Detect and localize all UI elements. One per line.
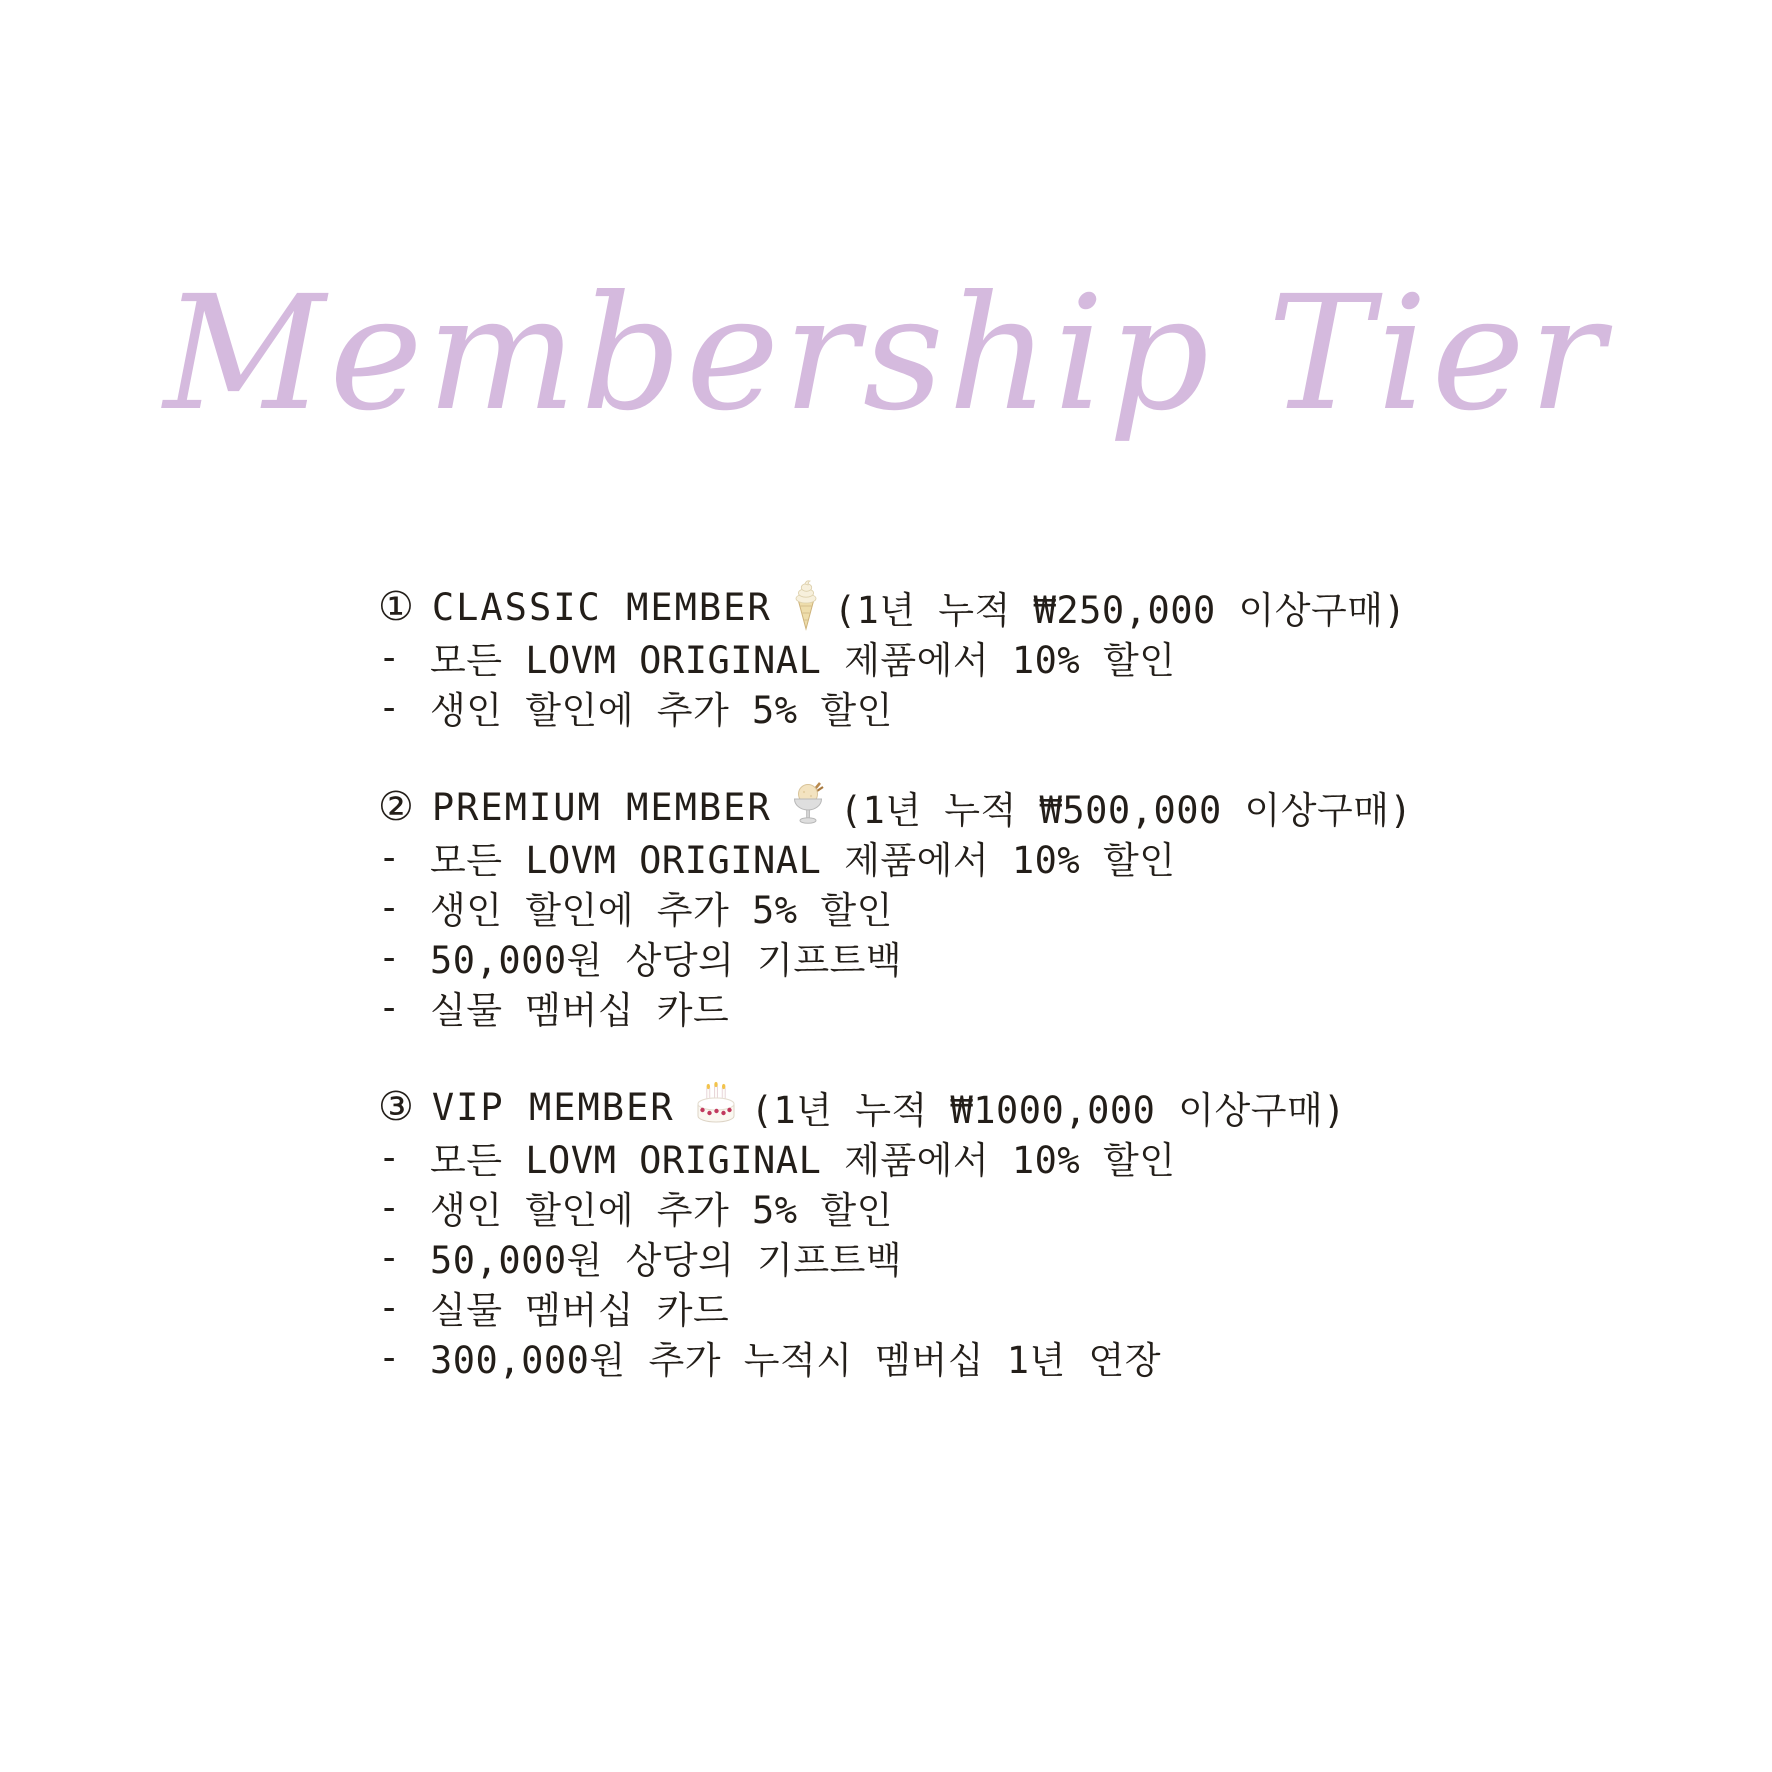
- page-title: Membership Tier: [163, 262, 1609, 446]
- benefit-row: [378, 1182, 1412, 1232]
- benefit-row: [378, 632, 1412, 682]
- bullet-dash: -: [378, 1185, 401, 1229]
- bullet-dash: -: [378, 935, 401, 979]
- tier-condition-premium: (1년 누적 ₩500,000 이상구매): [839, 789, 1413, 832]
- bullet-dash: -: [378, 1285, 401, 1329]
- benefit-row: [378, 932, 1412, 982]
- tier-header-classic: [378, 582, 1412, 632]
- tier-number-3: ③: [378, 1084, 414, 1130]
- soft-serve-ice-cream-icon: [788, 579, 824, 631]
- tier-header-premium: [378, 782, 1412, 832]
- tier-condition-classic: (1년 누적 ₩250,000 이상구매): [833, 589, 1407, 632]
- benefit-row: [378, 1232, 1412, 1282]
- tier-number-2: ②: [378, 784, 414, 830]
- benefit-text: 50,000원 상당의 기프트백: [430, 939, 903, 982]
- tier-section-premium: [378, 782, 1412, 1032]
- ice-cream-sundae-icon: [788, 781, 830, 829]
- tier-name-vip: VIP MEMBER: [431, 1085, 675, 1129]
- bullet-dash: -: [378, 985, 401, 1029]
- benefit-row: [378, 882, 1412, 932]
- benefit-row: [378, 1332, 1412, 1382]
- benefit-text: 생인 할인에 추가 5% 할인: [430, 1189, 893, 1232]
- benefit-text: 모든 LOVM ORIGINAL 제품에서 10% 할인: [430, 839, 1176, 882]
- tier-number-1: ①: [378, 584, 414, 630]
- benefit-text: 생인 할인에 추가 5% 할인: [430, 889, 893, 932]
- benefit-row: [378, 682, 1412, 732]
- tier-name-premium: PREMIUM MEMBER: [431, 785, 772, 829]
- tier-list: [378, 582, 1412, 1432]
- benefit-text: 실물 멤버십 카드: [430, 989, 730, 1032]
- tier-section-classic: [378, 582, 1412, 732]
- birthday-cake-icon: [691, 1080, 741, 1130]
- benefit-text: 300,000원 추가 누적시 멤버십 1년 연장: [430, 1339, 1161, 1382]
- bullet-dash: -: [378, 635, 401, 679]
- benefit-text: 모든 LOVM ORIGINAL 제품에서 10% 할인: [430, 1139, 1176, 1182]
- bullet-dash: -: [378, 835, 401, 879]
- benefit-row: [378, 982, 1412, 1032]
- bullet-dash: -: [378, 1135, 401, 1179]
- bullet-dash: -: [378, 1335, 401, 1379]
- benefit-text: 50,000원 상당의 기프트백: [430, 1239, 903, 1282]
- benefit-text: 실물 멤버십 카드: [430, 1289, 730, 1332]
- tier-section-vip: [378, 1082, 1412, 1382]
- benefit-text: 모든 LOVM ORIGINAL 제품에서 10% 할인: [430, 639, 1176, 682]
- tier-condition-vip: (1년 누적 ₩1000,000 이상구매): [750, 1089, 1346, 1132]
- bullet-dash: -: [378, 1235, 401, 1279]
- benefit-row: [378, 1132, 1412, 1182]
- benefit-row: [378, 1282, 1412, 1332]
- benefit-row: [378, 832, 1412, 882]
- tier-name-classic: CLASSIC MEMBER: [431, 585, 772, 629]
- bullet-dash: -: [378, 685, 401, 729]
- tier-header-vip: [378, 1082, 1412, 1132]
- benefit-text: 생인 할인에 추가 5% 할인: [430, 689, 893, 732]
- bullet-dash: -: [378, 885, 401, 929]
